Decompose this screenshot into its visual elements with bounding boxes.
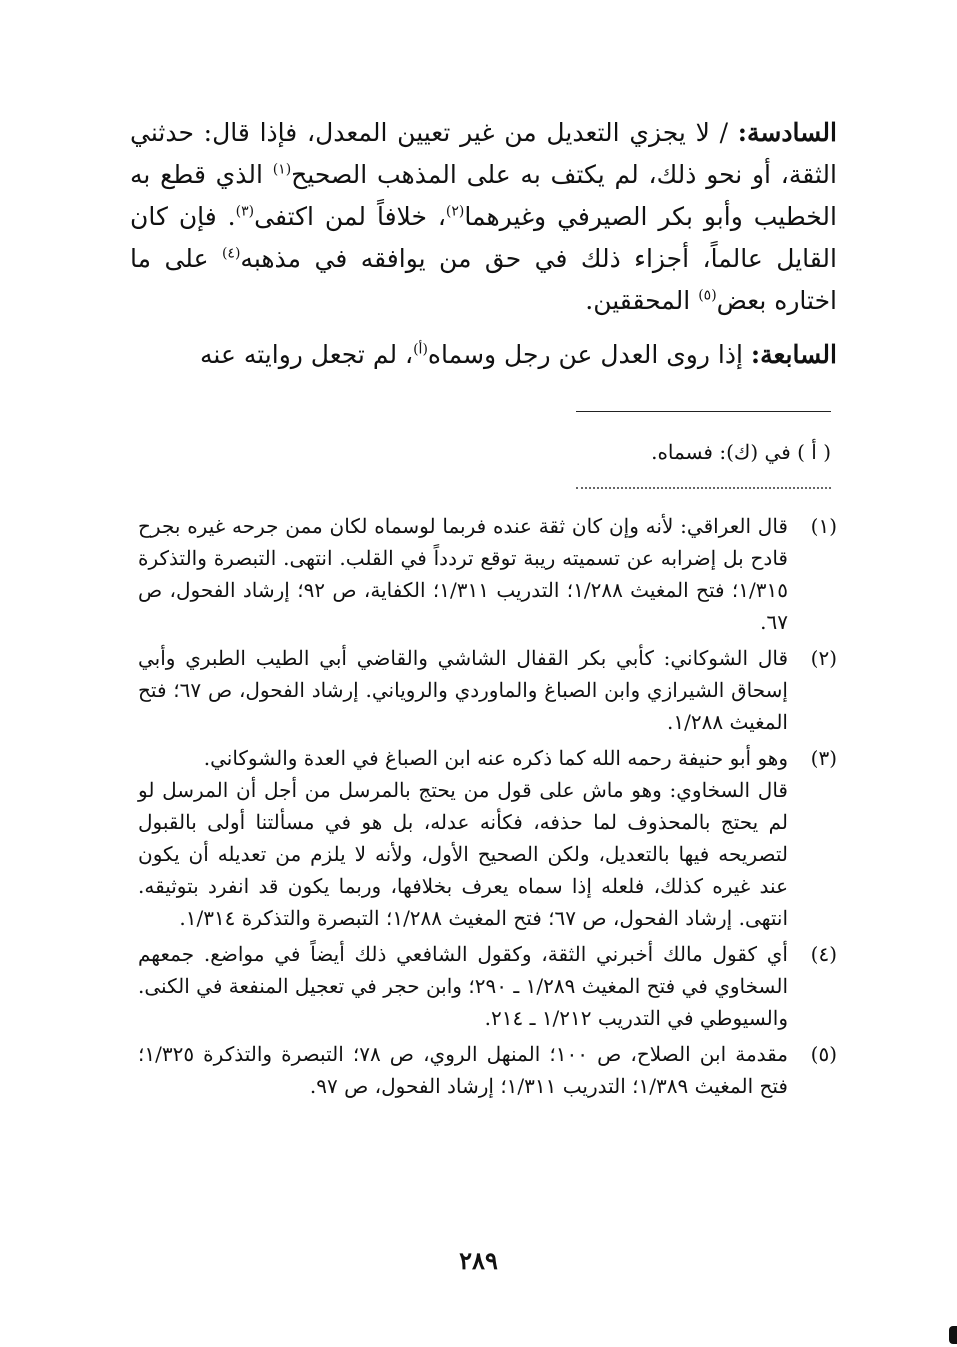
footnote-ref-4[interactable]: (٤) <box>221 245 241 262</box>
footnote-item <box>138 510 837 638</box>
footnote-text-continued: قال السخاوي: وهو ماش على قول من يحتج بالمرسل من أجل أن المرسل لو لم يحتج بالمحذوف لما حذفه، فكأنه عدله، بل هو في مسألتنا أولى بالقبول لتصريحه فيها بالتعديل، ولكن الصحيح الأول، ولأنه لا يلزم من تعديله أن يكون عند غيره كذلك، فلعله إذا سماه يعرف بخلافها، وربما يكون قد انفرد بتوثيقه. انتهى. إرشاد الفحول، ص ٦٧؛ فتح المغيث ١/٢٨٨؛ التبصرة والتذكرة ١/٣١٤. <box>138 778 788 930</box>
dotted-separator <box>576 487 831 489</box>
section-heading-seventh: السابعة: <box>750 340 837 369</box>
text-segment: / لا يجزي التعديل من غير تعيين المعدل، فإذا قال: حدثني الثقة، أو نحو ذلك، لم يكتف به على المذهب الصحيح <box>130 118 837 189</box>
paragraph-seventh <box>130 334 837 376</box>
footnote-text: قال الشوكاني: كأبي بكر القفال الشاشي والقاضي أبي الطيب الطبري وأبي إسحاق الشيرازي وابن الصباغ والماوردي والروياني. إرشاد الفحول، ص ٦٧؛ فتح المغيث ١/٢٨٨. <box>138 646 788 734</box>
scan-edge-mark <box>949 1326 957 1344</box>
footnote-separator <box>576 411 831 412</box>
footnote-item <box>138 642 837 738</box>
footnote-number: (٢) <box>810 646 837 670</box>
footnote-text: أي كقول مالك أخبرني الثقة، وكقول الشافعي ذلك أيضاً في مواضع. جمعهم السخاوي في فتح المغيث ١/٢٨٩ ـ ٢٩٠؛ وابن حجر في تعجيل المنفعة في الكنى. والسيوطي في التدريب ١/٢١٢ ـ ٢١٤. <box>138 942 788 1030</box>
footnote-item <box>138 742 837 934</box>
footnote-ref-3[interactable]: (٣) <box>235 203 255 220</box>
footnote-text: وهو أبو حنيفة رحمه الله كما ذكره عنه ابن الصباغ في العدة والشوكاني. <box>203 746 788 770</box>
text-segment: ، خلافاً لمن اكتفى <box>254 202 446 231</box>
text-segment: إذا روى العدل عن رجل وسماه <box>427 340 751 369</box>
footnote-item <box>138 938 837 1034</box>
footnote-text: مقدمة ابن الصلاح، ص ١٠٠؛ المنهل الروي، ص ٧٨؛ التبصرة والتذكرة ١/٣٢٥؛ فتح المغيث ١/٣٨٩؛ التدريب ١/٣١١؛ إرشاد الفحول، ص ٩٧. <box>138 1042 788 1098</box>
variant-ref-a[interactable]: (أ) <box>413 341 428 358</box>
page-number: ٢٨٩ <box>459 1246 498 1275</box>
variant-note: ( أ ) في (ك): فسماه. <box>651 440 831 464</box>
footnote-number: (٤) <box>810 942 837 966</box>
text-segment: ، لم تجعل روايته عنه <box>200 340 414 369</box>
text-segment: الذي قطع به الخطيب وأبو بكر الصيرفي وغيرهما <box>130 160 838 231</box>
text-segment: على ما اختاره بعض <box>130 244 837 315</box>
footnote-number: (٣) <box>810 746 837 770</box>
footnote-ref-1[interactable]: (١) <box>272 161 292 178</box>
section-heading-sixth: السادسة: <box>737 118 837 147</box>
footnote-number: (٥) <box>810 1042 837 1066</box>
footnote-ref-5[interactable]: (٥) <box>698 287 717 304</box>
text-segment: . فإن كان القايل عالماً، أجزاء ذلك في حق من يوافقه في مذهبه <box>130 202 837 273</box>
footnote-ref-2[interactable]: (٢) <box>445 203 465 220</box>
text-segment: المحققين. <box>585 286 699 315</box>
footnote-item <box>138 1038 837 1102</box>
footnote-text: قال العراقي: لأنه وإن كان ثقة عنده فربما لوسماه لكان ممن جرحه غيره بجرح قادح بل إضرابه عن تسميته ريبة توقع تردداً في القلب. انتهى. التبصرة والتذكرة ١/٣١٥؛ فتح المغيث ١/٢٨٨؛ التدريب ١/٣١١؛ الكفاية، ص ٩٢؛ إرشاد الفحول، ص ٦٧. <box>138 514 788 634</box>
paragraph-sixth <box>130 112 837 322</box>
footnote-number: (١) <box>810 514 837 538</box>
main-text <box>130 112 837 376</box>
footnotes <box>138 510 837 1106</box>
